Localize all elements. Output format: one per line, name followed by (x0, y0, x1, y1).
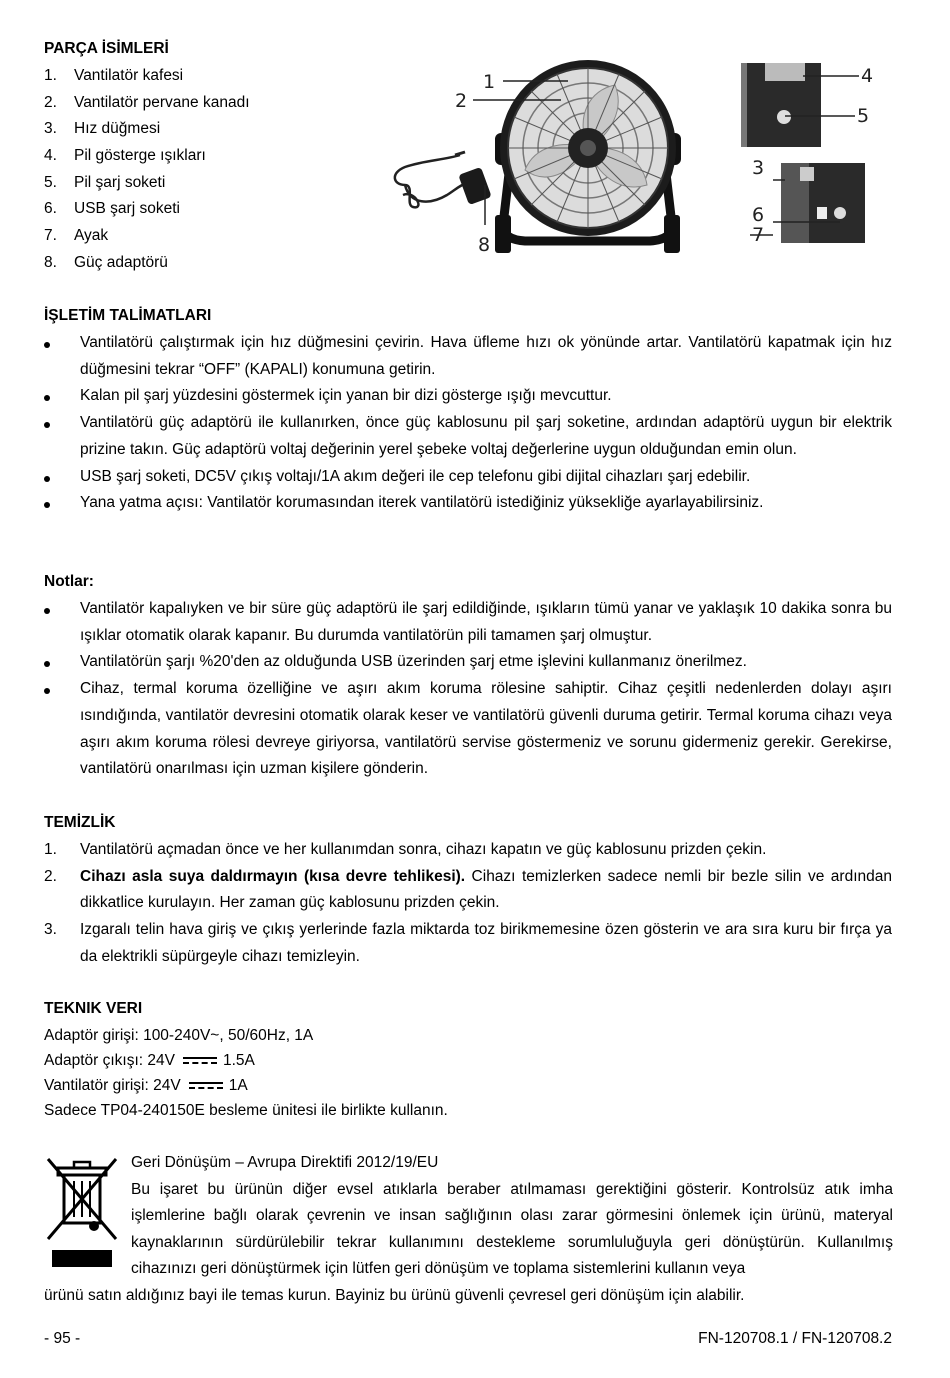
list-item: 1. Vantilatör kafesi (44, 67, 184, 84)
list-item: 5. Pil şarj soketi (44, 173, 166, 191)
page-number: - 95 - (44, 1330, 81, 1347)
recycling-body: Bu işaret bu ürünün diğer evsel atıklarla beraber atılmaması gerektiğini gösterir. Kontrolsüz atık imha işlemlerine bağlı olarak çevrenin ve insan sağlığının olası zarar görmesini önlemek için ürünü, materyal kaynaklarının sürdürülebilir tekrar kullanımını destekleme sorumluluğuyla geri dönüştürün. Kullanılmış cihazınızı geri dönüştürmek için lütfen geri dönüşüm ve toplama sistemlerini kullanın veya (131, 1180, 893, 1277)
tech-output: Adaptör çıkışı: 24V 1.5A (44, 1052, 255, 1069)
notes-list (44, 596, 892, 783)
list-item: USB şarj soketi, DC5V çıkış voltajı/1A akım değeri ile cep telefonu gibi dijital cihazları şarj edebilir. (44, 464, 892, 491)
parts-list (44, 63, 250, 277)
list-item: 2. Cihazı asla suya daldırmayın (kısa devre tehlikesi). Cihazı temizlerken sadece nemli bir bezle silin ve ardından dikkatlice kurulayın. Her zaman güç kablosunu prizden çekin. (44, 867, 892, 912)
recycling-last-line: ürünü satın aldığınız bayi ile temas kurun. Bayiniz bu ürünü güvenli çevresel geri dönüşüm için alabilir. (44, 1287, 745, 1304)
list-item: Vantilatör kapalıyken ve bir süre güç adaptörü ile şarj edildiğinde, ışıkların tümü yanar ve yaklaşık 10 dakika sonra bu ışıklar otomatik olarak kapanır. Bu durumda vantilatörün pili tamamen şarj olmuştur. (44, 596, 892, 649)
parts-title: PARÇA İSİMLERİ (44, 40, 169, 57)
detail-image-bottom (781, 163, 865, 243)
dc-symbol-icon (189, 1081, 223, 1091)
list-item: Kalan pil şarj yüzdesini göstermek için yanan bir dizi gösterge ışığı mevcuttur. (44, 383, 892, 410)
callout-label: 6 (752, 204, 765, 226)
list-item: Vantilatörü güç adaptörü ile kullanırken, önce güç kablosunu pil şarj soketine, ardından adaptörü uygun bir elektrik prizine takın. Güç adaptörü voltaj değerinin yerel şebeke voltaj değerlerine uygun olduğundan emin olun. (44, 410, 892, 463)
recycling-heading: Geri Dönüşüm – Avrupa Direktifi 2012/19/EU (131, 1154, 439, 1171)
callout-label: 3 (752, 157, 765, 179)
list-item: 8. Güç adaptörü (44, 253, 168, 271)
callout-label: 4 (861, 65, 874, 87)
list-item: 7. Ayak (44, 227, 109, 245)
callout-label: 7 (752, 224, 765, 246)
list-item: 1. Vantilatörü açmadan önce ve her kullanımdan sonra, cihazı kapatın ve güç kablosunu prizden çekin. (44, 841, 767, 858)
callout-label: 2 (455, 90, 468, 112)
recycling-block (131, 1150, 893, 1283)
notes-title: Notlar: (44, 573, 94, 590)
fan-illustration (385, 55, 895, 260)
list-item: Yana yatma açısı: Vantilatör korumasından iterek vantilatörü istediğiniz yüksekliğe ayarlayabilirsiniz. (44, 490, 892, 517)
operation-list (44, 330, 892, 517)
fan-image (495, 60, 681, 253)
tech-input: Adaptör girişi: 100-240V~, 50/60Hz, 1A (44, 1027, 314, 1044)
list-item: Cihaz, termal koruma özelliğine ve aşırı akım koruma rölesine sahiptir. Cihaz çeşitli nedenlerden dolayı aşırı ısındığında, vantilatör devresini otomatik olarak keser ve vantilatörü güvenli duruma getirir. Termal koruma cihazı veya aşırı akım koruma rölesi devreye giriyorsa, vantilatörü servise göstermeniz ve sorunu gidermeniz gerekir. Gerekirse, vantilatörü onarılması için uzman kişilere gönderin. (44, 676, 892, 783)
tech-fan-input: Vantilatör girişi: 24V 1A (44, 1077, 248, 1094)
cleaning-title: TEMİZLİK (44, 814, 116, 831)
callout-label: 1 (483, 71, 496, 93)
tech-title: TEKNIK VERI (44, 1000, 143, 1017)
dc-symbol-icon (183, 1056, 217, 1066)
list-item: 2. Vantilatör pervane kanadı (44, 93, 250, 111)
list-item: 3. Izgaralı telin hava giriş ve çıkış yerlerinde fazla miktarda toz birikmemesine özen gösterin ve ara sıra kuru bir fırça ya da elektrikli süpürgeyle cihazı temizleyin. (44, 921, 892, 965)
callout-label: 5 (857, 105, 870, 127)
weee-bin-icon (44, 1157, 120, 1272)
power-adapter-image (395, 152, 492, 207)
model-number: FN-120708.1 / FN-120708.2 (698, 1330, 892, 1347)
list-item: 6. USB şarj soketi (44, 200, 180, 218)
list-item: 4. Pil gösterge ışıkları (44, 147, 206, 165)
cleaning-list (44, 837, 892, 971)
list-item: Vantilatörün şarjı %20'den az olduğunda USB üzerinden şarj etme işlevini kullanmanız önerilmez. (44, 649, 892, 676)
operation-title: İŞLETİM TALİMATLARI (44, 307, 212, 324)
warning-text: Cihazı asla suya daldırmayın (kısa devre tehlikesi). (80, 867, 466, 885)
tech-list (44, 1023, 448, 1123)
list-item: 3. Hız düğmesi (44, 120, 161, 138)
callout-label: 8 (478, 234, 491, 256)
list-item: Vantilatörü çalıştırmak için hız düğmesini çevirin. Hava üfleme hızı ok yönünde artar. Vantilatörü kapatmak için hız düğmesini tekrar “OFF” (KAPALI) konumuna getirin. (44, 330, 892, 383)
tech-psu: Sadece TP04-240150E besleme ünitesi ile birlikte kullanın. (44, 1102, 448, 1119)
